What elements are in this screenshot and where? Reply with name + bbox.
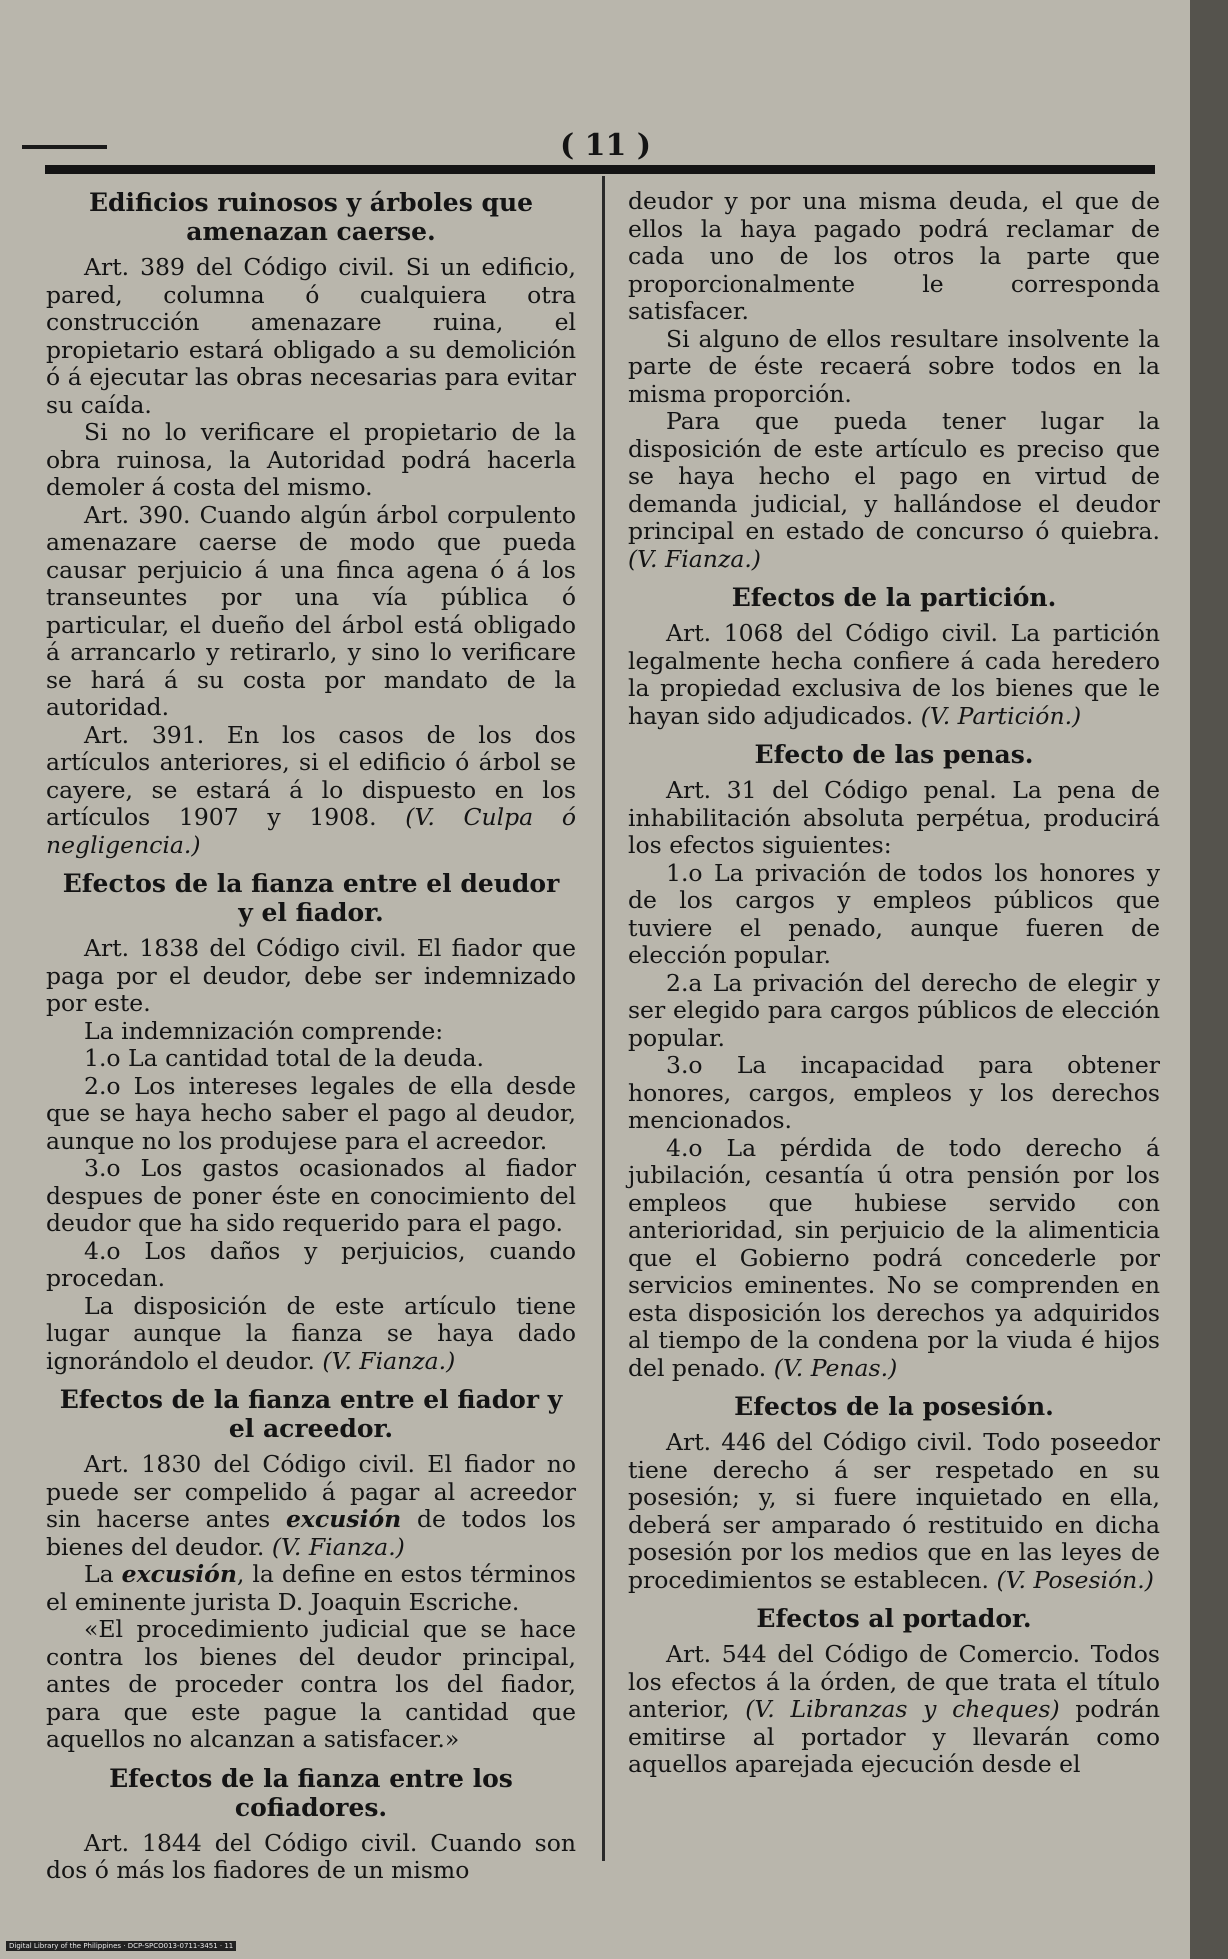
paragraph — [628, 620, 1160, 730]
section-title: Efectos de la fianza entre el fiador y el acreedor. — [59, 1385, 563, 1443]
paragraph: La indemnización comprende: — [84, 1016, 444, 1045]
list-item — [628, 1135, 1160, 1383]
paragraph: Art. 1844 del Código civil. Cuando son dos ó más los fiadores de un mismo — [46, 1828, 576, 1884]
paragraph — [46, 1451, 576, 1561]
list-item: 2.o Los intereses legales de ella desde que se haya hecho saber el pago al deudor, aunque no los produjese para el acreedor. — [46, 1071, 576, 1155]
paragraph: Si no lo verificare el propietario de la obra ruinosa, la Autoridad podrá hacerla demoler á costa del mismo. — [46, 418, 576, 501]
column-divider — [602, 176, 605, 1861]
cross-reference: (V. Partición.) — [920, 701, 1082, 730]
paragraph — [628, 1641, 1160, 1779]
paragraph — [628, 1429, 1160, 1594]
paragraph: Art. 390. Cuando algún árbol corpulento amenazare caerse de modo que pueda causar perjuicio á una finca agena ó á los transeuntes por una vía pública ó particular, el dueño del árbol está obligado á arrancarlo y retirarlo, y sino lo verificare se hará á su costa por mandato de la autoridad. — [46, 500, 576, 721]
header-rule — [45, 165, 1155, 174]
paragraph — [46, 722, 576, 860]
section-title: Efectos de la posesión. — [734, 1392, 1054, 1421]
paragraph-text: Art. 544 del Código de Comercio. Todos los efectos á la órden, de que trata el título anterior, — [628, 1640, 1160, 1723]
paragraph-text: Para que pueda tener lugar la disposición de este artículo es preciso que se haya hecho el pago en virtud de demanda judicial, y hallándose el deudor principal en estado de concurso ó quiebra. — [628, 407, 1160, 545]
paragraph: Art. 31 del Código penal. La pena de inhabilitación absoluta perpétua, producirá los efectos siguientes: — [628, 776, 1160, 859]
list-item: 4.o Los daños y perjuicios, cuando procedan. — [46, 1236, 576, 1292]
paragraph-text: podrán emitirse al portador y llevarán como aquellos aparejada ejecución desde el — [628, 1695, 1160, 1778]
cross-reference: (V. Fianza.) — [322, 1346, 456, 1375]
paragraph-text: Art. 391. En los casos de los dos artículos anteriores, si el edificio ó árbol se cayere, se estará á lo dispuesto en los artículos 1907 y 1908. — [46, 720, 576, 831]
left-column — [46, 188, 576, 1885]
right-column — [628, 188, 1160, 1779]
page-edge — [1190, 0, 1228, 1959]
page-number: ( 11 ) — [560, 128, 652, 163]
paragraph — [46, 1561, 576, 1616]
paragraph — [46, 1293, 576, 1376]
emphasis: excusión — [285, 1505, 402, 1533]
paragraph — [628, 408, 1160, 573]
paragraph: Art. 1838 del Código civil. El fiador que paga por el deudor, debe ser indemnizado por este. — [46, 934, 576, 1017]
section-title: Efectos de la fianza entre el deudor y el fiador. — [62, 869, 560, 927]
paragraph-text: Art. 446 del Código civil. Todo poseedor tiene derecho á ser respetado en su posesión; y, si fuere inquietado en ella, deberá ser amparado ó restituido en dicha posesión por los medios que en las leyes de procedimientos se establecen. — [628, 1428, 1160, 1594]
section-title: Efectos al portador. — [756, 1604, 1032, 1633]
list-item: 3.o Los gastos ocasionados al fiador despues de poner éste en conocimiento del deudor que ha sido requerido para el pago. — [46, 1154, 576, 1237]
section-title: Efectos de la fianza entre los cofiadores. — [109, 1763, 513, 1822]
section-title: Edificios ruinosos y árboles que amenazan caerse. — [88, 188, 534, 246]
cross-reference: (V. Libranzas y cheques) — [745, 1695, 1060, 1723]
list-item: 2.a La privación del derecho de elegir y ser elegido para cargos públicos de elección popular. — [628, 968, 1160, 1052]
quotation: «El procedimiento judicial que se hace contra los bienes del deudor principal, antes de proceder contra los del fiador, para que este pague la cantidad que aquellos no alcanzan a satisfacer.» — [46, 1615, 576, 1753]
paragraph-text: Art. 1068 del Código civil. La partición legalmente hecha confiere á cada heredero la propiedad exclusiva de los bienes que le hayan sido adjudicados. — [628, 619, 1160, 730]
cross-reference: (V. Culpa ó negligencia.) — [46, 803, 576, 859]
emphasis: excusión — [121, 1560, 237, 1588]
paragraph: Art. 389 del Código civil. Si un edificio, pared, columna ó cualquiera otra construcción amenazare ruina, el propietario estará obligado a su demolición ó á ejecutar las obras necesarias para evitar su caída. — [46, 253, 576, 419]
paragraph-text: , la define en estos términos el eminente jurista D. Joaquin Escriche. — [46, 1560, 576, 1616]
cross-reference: (V. Fianza.) — [628, 544, 761, 573]
cross-reference: (V. Fianza.) — [271, 1532, 405, 1561]
paragraph-text: La — [84, 1560, 114, 1588]
cross-reference: (V. Posesión.) — [996, 1565, 1154, 1594]
list-item: 3.o La incapacidad para obtener honores, cargos, empleos y los derechos mencionados. — [628, 1051, 1160, 1134]
list-item: 1.o La cantidad total de la deuda. — [84, 1044, 485, 1072]
cross-reference: (V. Penas.) — [773, 1353, 898, 1382]
section-title: Efecto de las penas. — [754, 740, 1034, 769]
paragraph-text: La disposición de este artículo tiene lugar aunque la fianza se haya dado ignorándolo el deudor. — [46, 1291, 576, 1375]
scan-footer: Digital Library of the Philippines · DCP-SPCO013-0711-3451 · 11 — [6, 1941, 236, 1951]
top-dash — [22, 145, 107, 149]
paragraph-text: Art. 1830 del Código civil. El fiador no puede ser compelido á pagar al acreedor sin hacerse antes — [46, 1450, 576, 1533]
paragraph-text: de todos los bienes del deudor. — [46, 1505, 576, 1561]
paragraph: deudor y por una misma deuda, el que de ellos la haya pagado podrá reclamar de cada uno de los otros la parte que proporcionalmente le corresponda satisfacer. — [628, 187, 1160, 325]
list-item: 1.o La privación de todos los honores y de los cargos y empleos públicos que tuviere el penado, aunque fueren de elección popular. — [628, 858, 1160, 969]
section-title: Efectos de la partición. — [731, 583, 1057, 612]
paragraph-text: 4.o La pérdida de todo derecho á jubilación, cesantía ú otra pensión por los empleos que hubiese servido con anterioridad, sin perjuicio de la alimenticia que el Gobierno podrá concederle por servicios eminentes. No se comprenden en esta disposición los derechos ya adquiridos al tiempo de la condena por la viuda é hijos del penado. — [628, 1133, 1160, 1382]
paragraph: Si alguno de ellos resultare insolvente la parte de éste recaerá sobre todos en la misma proporción. — [628, 324, 1160, 408]
